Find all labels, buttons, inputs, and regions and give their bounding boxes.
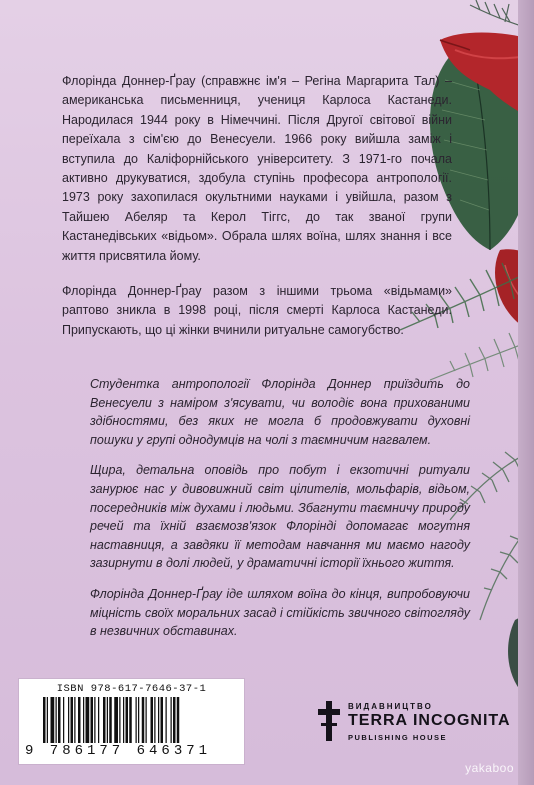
barcode-bar — [68, 697, 69, 743]
barcode-bar — [138, 697, 139, 743]
barcode-bar — [51, 697, 55, 743]
store-watermark: yakaboo — [465, 761, 514, 775]
barcode-bar — [71, 697, 74, 743]
barcode-bar — [173, 697, 176, 743]
barcode-icon — [43, 697, 223, 743]
barcode-bar — [74, 697, 75, 743]
publisher-top-line: ВИДАВНИЦТВО — [348, 702, 433, 711]
barcode-bar — [63, 697, 64, 743]
barcode-bar — [47, 697, 48, 743]
barcode-bar — [43, 697, 46, 743]
bio-paragraph: Флорінда Доннер-Ґрау (справжнє ім'я – Регіна Маргарита Тал) – американська письменниця, учениця Карлоса Кастанеди. Народилася 1944 року в Німеччині. Після Другої світової війни переїхала з сім'єю до Венесуели. 1966 року вийшла заміж і вступила до Каліфорнійського університету. З 1971-го почала активно друкуватися, здобула ступінь професора антропології. 1973 року захопилася окультними науками і увійшла, разом з Тайшею Абеляр та Керол Тіггс, до так званої групи Кастанедівських «відьом». Обрала шлях воїна, шлях знання і все життя присвятила йому. — [62, 74, 452, 263]
barcode-bar — [58, 697, 61, 743]
blurb-paragraph: Студентка антропології Флорінда Доннер приїздить до Венесуели з наміром з'ясувати, чи володіє вона прихованими здібностями, без яких не могла б продовжувати духовні пошуки у групі однодумців на чолі з таємничим нагвалем. — [90, 377, 470, 447]
barcode-bar — [78, 697, 81, 743]
cross-icon — [318, 701, 340, 741]
barcode-bar — [98, 697, 99, 743]
barcode-bar — [151, 697, 154, 743]
barcode-bar — [107, 697, 108, 743]
barcode-bar — [129, 697, 132, 743]
barcode-bar — [146, 697, 147, 743]
publisher-logo — [318, 700, 511, 750]
barcode-bar — [154, 697, 155, 743]
author-biography — [62, 72, 452, 356]
book-spine-edge — [518, 0, 534, 785]
barcode-bar — [136, 697, 137, 743]
barcode-bar — [177, 697, 180, 743]
bio-paragraph: Флорінда Доннер-Ґрау разом з іншими трьома «відьмами» раптово зникла в 1998 році, після смерті Карлоса Кастанеди. Припускають, що ці жінки вчинили ритуальне самогубство. — [62, 284, 452, 337]
barcode-bar — [123, 697, 124, 743]
barcode-bar — [161, 697, 164, 743]
barcode-bar — [126, 697, 129, 743]
publisher-bottom-line: PUBLISHING HOUSE — [348, 733, 448, 742]
barcode-bar — [103, 697, 106, 743]
barcode-digits: 9 786177 646371 — [25, 743, 212, 759]
barcode-bar — [86, 697, 90, 743]
barcode-bar — [91, 697, 94, 743]
barcode-bar — [158, 697, 159, 743]
isbn-label: ISBN 978-617-7646-37-1 — [56, 683, 207, 695]
publisher-name: TERRA INCOGNITA — [348, 712, 511, 729]
barcode-bar — [114, 697, 118, 743]
barcode-bar — [109, 697, 112, 743]
barcode-bar — [94, 697, 95, 743]
blurb-paragraph: Флорінда Доннер-Ґрау іде шляхом воїна до кінця, випробовуючи міцність своїх моральних засад і стійкість звичного світогляду в незвичних обставинах. — [90, 586, 470, 639]
blurb-paragraph: Щира, детальна оповідь про побут і екзотичні ритуали занурює нас у дивовижний світ цілителів, мольфарів, відьом, посередників між духами і людьми. Збагнути таємничу природу речей та їхній взаємозв'язок Флорінді допомагає могутня наставниця, а завдяки її методам навчання ми маємо нагоду зазирнути в долі людей, у драматичні історії їхнього життя. — [90, 463, 470, 571]
barcode-bar — [56, 697, 57, 743]
barcode-bar — [171, 697, 172, 743]
book-blurb — [90, 375, 470, 653]
barcode-bar — [142, 697, 145, 743]
barcode-bar — [119, 697, 120, 743]
isbn-barcode — [19, 679, 244, 764]
barcode-bar — [166, 697, 167, 743]
barcode-bar — [83, 697, 84, 743]
